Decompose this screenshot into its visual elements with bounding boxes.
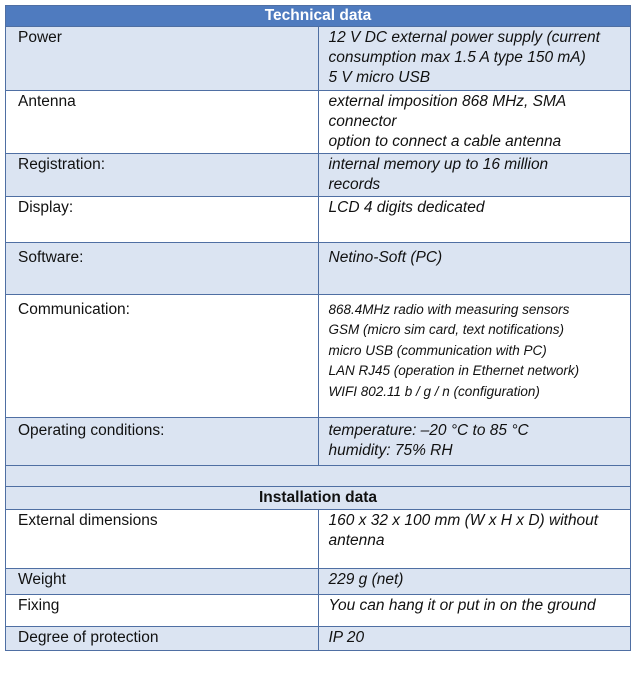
- row-label-antenna: Antenna: [6, 91, 319, 154]
- installation-data-title: Installation data: [6, 487, 631, 510]
- table-row: [6, 197, 631, 243]
- value-line: humidity: 75% RH: [328, 442, 453, 459]
- row-value-degree-of-protection: [318, 627, 631, 651]
- spec-table: [5, 5, 631, 651]
- technical-data-header-row: [6, 6, 631, 27]
- table-row: [6, 243, 631, 295]
- value-line: temperature: –20 °C to 85 °C: [328, 422, 529, 439]
- value-line: internal memory up to 16 million: [328, 156, 549, 173]
- row-label-weight: Weight: [6, 569, 319, 595]
- row-value-display: [318, 197, 631, 243]
- value-line: You can hang it or put in on the ground: [328, 597, 596, 614]
- technical-data-title: Technical data: [6, 6, 631, 27]
- row-value-fixing: [318, 595, 631, 627]
- row-label-power: Power: [6, 27, 319, 91]
- value-line: 12 V DC external power supply (current: [328, 29, 600, 46]
- value-line: GSM (micro sim card, text notifications): [328, 322, 565, 338]
- value-line: micro USB (communication with PC): [328, 342, 547, 358]
- row-value-weight: [318, 569, 631, 595]
- table-row: [6, 510, 631, 569]
- spacer-cell: [6, 466, 631, 487]
- row-label-communication: Communication:: [6, 295, 319, 418]
- table-row: [6, 569, 631, 595]
- installation-data-header-row: [6, 487, 631, 510]
- table-row: [6, 91, 631, 154]
- value-line: consumption max 1.5 A type 150 mA): [328, 49, 586, 66]
- table-row: [6, 27, 631, 91]
- row-label-display: Display:: [6, 197, 319, 243]
- value-line: records: [328, 176, 381, 193]
- row-label-degree-of-protection: Degree of protection: [6, 627, 319, 651]
- value-line: antenna: [328, 532, 385, 549]
- row-value-communication: [318, 295, 631, 418]
- spacer-row: [6, 466, 631, 487]
- value-line: connector: [328, 113, 397, 130]
- value-line: external imposition 868 MHz, SMA: [328, 93, 567, 110]
- table-row: [6, 627, 631, 651]
- value-line: 5 V micro USB: [328, 69, 431, 86]
- table-row: [6, 295, 631, 418]
- row-value-registration: [318, 154, 631, 197]
- value-line: 229 g (net): [328, 571, 404, 588]
- table-row: [6, 154, 631, 197]
- row-label-software: Software:: [6, 243, 319, 295]
- row-value-software: [318, 243, 631, 295]
- row-value-operating-conditions: [318, 418, 631, 466]
- row-label-operating-conditions: Operating conditions:: [6, 418, 319, 466]
- value-line: 868.4MHz radio with measuring sensors: [328, 302, 570, 317]
- value-line: 160 x 32 x 100 mm (W x H x D) without: [328, 512, 599, 529]
- table-row: [6, 418, 631, 466]
- value-line: LCD 4 digits dedicated: [328, 199, 485, 216]
- value-line: IP 20: [328, 629, 365, 646]
- row-label-fixing: Fixing: [6, 595, 319, 627]
- row-value-external-dimensions: [318, 510, 631, 569]
- value-line: Netino-Soft (PC): [328, 249, 443, 266]
- value-line: option to connect a cable antenna: [328, 133, 562, 150]
- row-label-registration: Registration:: [6, 154, 319, 197]
- row-value-power: [318, 27, 631, 91]
- row-label-external-dimensions: External dimensions: [6, 510, 319, 569]
- row-value-antenna: [318, 91, 631, 154]
- table-row: [6, 595, 631, 627]
- value-line: WIFI 802.11 b / g / n (configuration): [328, 383, 540, 399]
- value-line: LAN RJ45 (operation in Ethernet network): [328, 363, 580, 379]
